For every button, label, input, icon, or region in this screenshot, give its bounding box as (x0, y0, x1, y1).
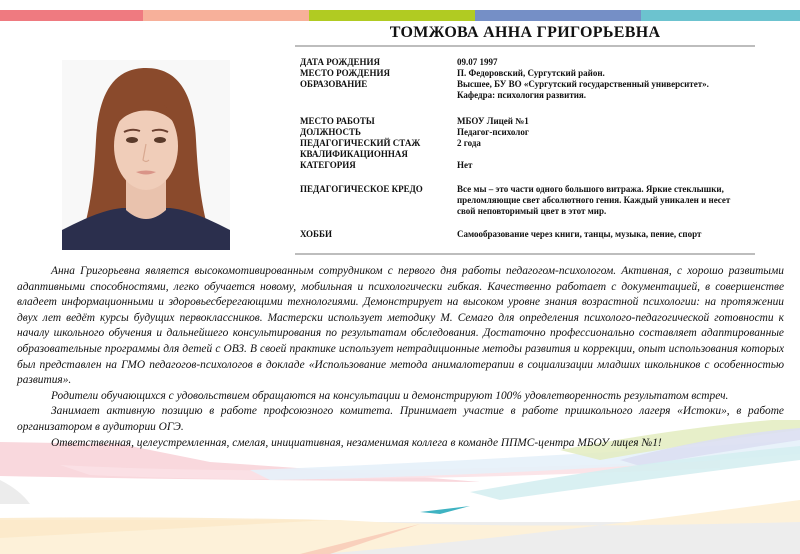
bio-paragraph: Анна Григорьевна является высокомотивированным сотрудником с первого дня работы педагогом-психологом. Активная, с хорошо развитыми адаптивными способностями, легко обучается новому, мобильная и психологически гибкая. Качественно работает с документацией, в совершенстве владеет информационными и здоровьесберегающими технологиями. Демонстрирует на высоком уровне знания возрастной психологии: на протяжении двух лет ведёт курсы будущих первоклассников. Мастерски использует методику М. Семаго для определения психолого-педагогической готовности к началу школьного обучения и дальнейшего консультирования по результатам обследования. Достаточно профессионально составляет адаптированные образовательные программы для детей с ОВЗ. В своей практике использует нетрадиционные методы развития и коррекции, опыт использования которых был представлен на ГМО педагогов-психологов в докладе «Использование метода анималотерапии в социализации младших школьников с особенностью развития». (17, 265, 784, 387)
info-row-birth-date (300, 57, 750, 68)
info-row-education (300, 79, 750, 101)
birth-place-value: П. Федоровский, Сургутский район. (457, 68, 605, 78)
experience-value: 2 года (457, 138, 481, 148)
info-divider (295, 253, 755, 255)
info-row-qualification (300, 149, 750, 171)
portrait-photo (62, 60, 230, 250)
qualification-label-line1: КВАЛИФИКАЦИОННАЯ (300, 149, 408, 159)
title-divider (295, 45, 755, 47)
workplace-value: МБОУ Лицей №1 (457, 116, 529, 126)
portrait-image (62, 60, 230, 250)
qualification-label-line2: КАТЕГОРИЯ (300, 160, 356, 170)
top-color-stripe (0, 10, 800, 21)
birth-place-label: МЕСТО РОЖДЕНИЯ (300, 68, 390, 78)
bio-paragraph: Родители обучающихся с удовольствием обращаются на консультации и демонстрируют 100% удовлетворенность результатом встреч. (51, 389, 729, 402)
stripe-segment-peach (143, 10, 309, 21)
bio-paragraph: Занимает активную позицию в работе профсоюзного комитета. Принимает участие в работе пришкольного лагеря «Истоки», в работе организатором в аудитории ОГЭ. (17, 405, 784, 433)
info-row-hobby (300, 229, 750, 240)
person-name-heading: ТОМЖОВА АННА ГРИГОРЬЕВНА (389, 24, 661, 41)
bio-paragraph: Ответственная, целеустремленная, смелая, инициативная, незаменимая коллега в команде ППМС-центра МБОУ лицея №1! (51, 436, 662, 449)
info-row-experience (300, 138, 750, 149)
experience-label: ПЕДАГОГИЧЕСКИЙ СТАЖ (300, 138, 421, 148)
qualification-label (300, 149, 457, 171)
stripe-segment-blue (475, 10, 641, 21)
education-label: ОБРАЗОВАНИЕ (300, 79, 368, 89)
credo-value: Все мы – это части одного большого витража. Яркие стеклышки, преломляющие свет абсолютного гения. Каждый уникален и несет свой неповторимый цвет в этот мир. (457, 184, 731, 216)
position-label: ДОЛЖНОСТЬ (300, 127, 361, 137)
education-value (457, 79, 750, 101)
education-value-line2: Кафедра: психология развития. (457, 90, 587, 100)
position-value: Педагог-психолог (457, 127, 529, 137)
education-value-line1: Высшее, БУ ВО «Сургутский государственный университет». (457, 79, 709, 89)
info-row-position (300, 127, 750, 138)
info-row-credo (300, 184, 750, 217)
stripe-segment-green (309, 10, 475, 21)
birth-date-value: 09.07 1997 (457, 57, 498, 67)
workplace-label: МЕСТО РАБОТЫ (300, 116, 375, 126)
info-row-birth-place (300, 68, 750, 79)
hobby-label: ХОББИ (300, 229, 332, 239)
credo-label: ПЕДАГОГИЧЕСКОЕ КРЕДО (300, 184, 423, 194)
hobby-value: Самообразование через книги, танцы, музыка, пение, спорт (457, 229, 702, 239)
birth-date-label: ДАТА РОЖДЕНИЯ (300, 57, 381, 67)
stripe-segment-teal (641, 10, 800, 21)
info-row-workplace (300, 116, 750, 127)
qualification-value: Нет (457, 160, 473, 170)
personal-info-table (300, 57, 750, 240)
biography-text (17, 264, 784, 451)
stripe-segment-pink (0, 10, 143, 21)
